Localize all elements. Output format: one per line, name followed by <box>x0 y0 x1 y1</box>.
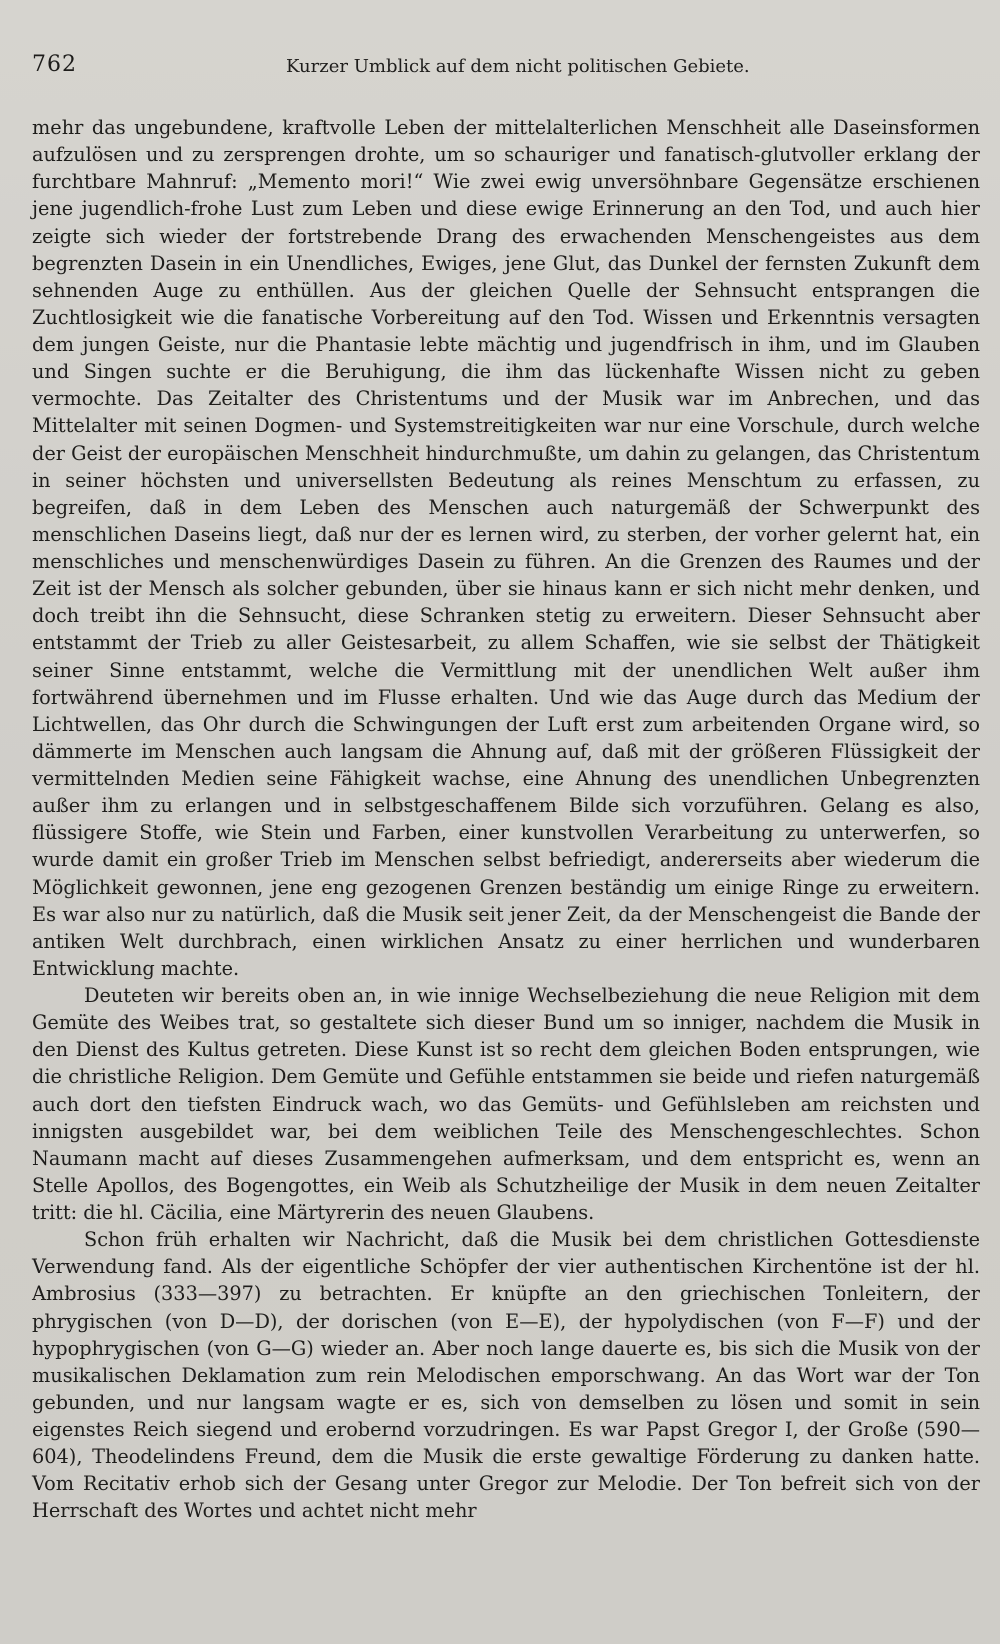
page-header <box>32 52 980 100</box>
page-number: 762 <box>32 52 77 77</box>
running-title: Kurzer Umblick auf dem nicht politischen Gebiete. <box>286 56 750 77</box>
paragraph: Deuteten wir bereits oben an, in wie innige Wechselbeziehung die neue Religion mit dem Gemüte des Weibes trat, so gestaltete sich dieser Bund um so inniger, nachdem die Musik in den Dienst des Kultus getreten. Diese Kunst ist so recht dem gleichen Boden entsprungen, wie die christliche Religion. Dem Gemüte und Gefühle entstammen sie beide und riefen naturgemäß auch dort den tiefsten Eindruck wach, wo das Gemüts- und Gefühlsleben am reichsten und innigsten ausgebildet war, bei dem weiblichen Teile des Menschengeschlechtes. Schon Naumann macht auf dieses Zusammengehen aufmerksam, und dem entspricht es, wenn an Stelle Apollos, des Bogengottes, ein Weib als Schutzheilige der Musik in dem neuen Zeitalter tritt: die hl. Cäcilia, eine Märtyrerin des neuen Glaubens. <box>32 984 980 1224</box>
body-text <box>32 114 980 1525</box>
paragraph: mehr das ungebundene, kraftvolle Leben der mittelalterlichen Menschheit alle Daseinsformen aufzulösen und zu zersprengen drohte, um so schauriger und fanatisch-glutvoller erklang der furchtbare Mahnruf: „Memento mori!“ Wie zwei ewig unversöhnbare Gegensätze erschienen jene jugendlich-frohe Lust zum Leben und diese ewige Erinnerung an den Tod, und auch hier zeigte sich wieder der fortstrebende Drang des erwachenden Menschengeistes aus dem begrenzten Dasein in ein Unendliches, Ewiges, jene Glut, das Dunkel der fernsten Zukunft dem sehnenden Auge zu enthüllen. Aus der gleichen Quelle der Sehnsucht entsprangen die Zuchtlosigkeit wie die fanatische Vorbereitung auf den Tod. Wissen und Erkenntnis versagten dem jungen Geiste, nur die Phantasie lebte mächtig und jugendfrisch in ihm, und im Glauben und Singen suchte er die Beruhigung, die ihm das lückenhafte Wissen nicht zu geben vermochte. Das Zeitalter des Christentums und der Musik war im Anbrechen, und das Mittelalter mit seinen Dogmen- und Systemstreitigkeiten war nur eine Vorschule, durch welche der Geist der europäischen Menschheit hindurchmußte, um dahin zu gelangen, das Christentum in seiner höchsten und universellsten Bedeutung als reines Menschtum zu erfassen, zu begreifen, daß in dem Leben des Menschen auch naturgemäß der Schwerpunkt des menschlichen Daseins liegt, daß nur der es lernen wird, zu sterben, der vorher gelernt hat, ein menschliches und menschenwürdiges Dasein zu führen. An die Grenzen des Raumes und der Zeit ist der Mensch als solcher gebunden, über sie hinaus kann er sich nicht mehr denken, und doch treibt ihn die Sehnsucht, diese Schranken stetig zu erweitern. Dieser Sehnsucht aber entstammt der Trieb zu aller Geistesarbeit, zu allem Schaffen, wie sie selbst der Thätigkeit seiner Sinne entstammt, welche die Vermittlung mit der unendlichen Welt außer ihm fortwährend übernehmen und im Flusse erhalten. Und wie das Auge durch das Medium der Lichtwellen, das Ohr durch die Schwingungen der Luft erst zum arbeitenden Organe wird, so dämmerte im Menschen auch langsam die Ahnung auf, daß mit der größeren Flüssigkeit der vermittelnden Medien seine Fähigkeit wachse, eine Ahnung des unendlichen Unbegrenzten außer ihm zu erlangen und in selbstgeschaffenem Bilde sich vorzuführen. Gelang es also, flüssigere Stoffe, wie Stein und Farben, einer kunstvollen Verarbeitung zu unterwerfen, so wurde damit ein großer Trieb im Menschen selbst befriedigt, andererseits aber wiederum die Möglichkeit gewonnen, jene eng gezogenen Grenzen beständig um einige Ringe zu erweitern. Es war also nur zu natürlich, daß die Musik seit jener Zeit, da der Menschengeist die Bande der antiken Welt durchbrach, einen wirklichen Ansatz zu einer herrlichen und wunderbaren Entwicklung machte. <box>32 116 980 980</box>
paragraph: Schon früh erhalten wir Nachricht, daß die Musik bei dem christlichen Gottesdienste Verwendung fand. Als der eigentliche Schöpfer der vier authentischen Kirchentöne ist der hl. Ambrosius (333—397) zu betrachten. Er knüpfte an den griechischen Tonleitern, der phrygischen (von D—D), der dorischen (von E—E), der hypolydischen (von F—F) und der hypophrygischen (von G—G) wieder an. Aber noch lange dauerte es, bis sich die Musik von der musikalischen Deklamation zum rein Melodischen emporschwang. An das Wort war der Ton gebunden, und nur langsam wagte er es, sich von demselben zu lösen und somit in sein eigenstes Reich siegend und erobernd vorzudringen. Es war Papst Gregor I, der Große (590—604), Theodelindens Freund, dem die Musik die erste gewaltige Förderung zu danken hatte. Vom Recitativ erhob sich der Gesang unter Gregor zur Melodie. Der Ton befreit sich von der Herrschaft des Wortes und achtet nicht mehr <box>32 1228 980 1523</box>
